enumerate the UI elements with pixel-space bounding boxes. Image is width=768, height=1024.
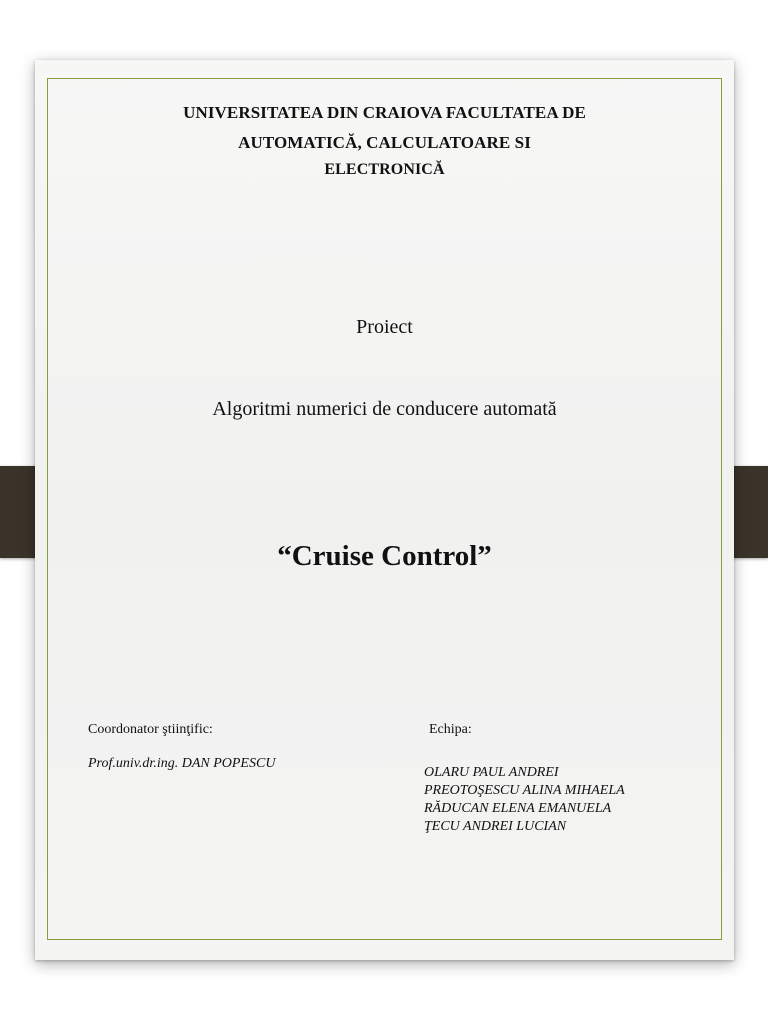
institution-line-2: AUTOMATICĂ, CALCULATOARE SI [238, 133, 531, 152]
team-member: OLARU PAUL ANDREI [424, 765, 559, 780]
project-label: Proiect [356, 316, 413, 338]
team-member: PREOTOŞESCU ALINA MIHAELA [424, 783, 625, 798]
coordinator-name: Prof.univ.dr.ing. DAN POPESCU [88, 756, 276, 771]
document-title: “Cruise Control” [277, 540, 492, 572]
team-member: ŢECU ANDREI LUCIAN [424, 819, 567, 834]
course-name: Algoritmi numerici de conducere automată [212, 398, 557, 420]
team-member: RĂDUCAN ELENA EMANUELA [424, 801, 612, 816]
team-members-list [424, 764, 625, 836]
document-page [35, 60, 734, 960]
institution-line-3: ELECTRONICĂ [324, 161, 445, 178]
institution-line-1: UNIVERSITATEA DIN CRAIOVA FACULTATEA DE [183, 103, 586, 122]
coordinator-label: Coordonator ştiinţific: [88, 722, 213, 737]
team-label: Echipa: [429, 722, 472, 737]
